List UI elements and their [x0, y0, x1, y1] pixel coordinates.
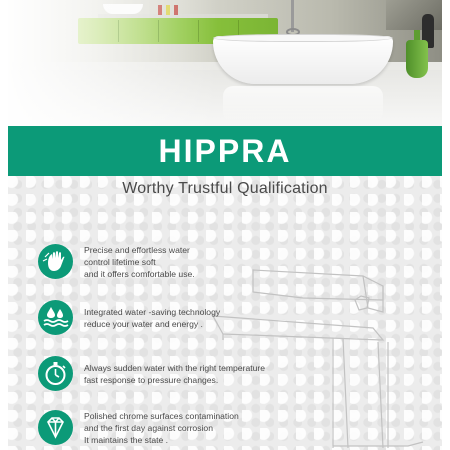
feature-item — [38, 410, 298, 450]
product-page — [8, 0, 442, 450]
feature-text: Integrated water -saving technology reduce your water and energy . — [84, 307, 221, 329]
hand-icon — [38, 244, 73, 279]
feature-item — [38, 244, 298, 284]
feature-item — [38, 300, 298, 340]
stopwatch-icon — [38, 356, 73, 391]
bathroom-photo — [8, 0, 442, 126]
brand-tagline: Worthy Trustful Qualification — [122, 180, 328, 197]
water-drops-icon — [38, 300, 73, 335]
feature-item — [38, 356, 298, 396]
feature-text: Polished chrome surfaces contamination and the first day against corrosion It maintains the state . — [84, 411, 239, 445]
brand-banner — [8, 126, 442, 176]
features-section — [8, 176, 442, 450]
diamond-icon — [38, 410, 73, 445]
feature-text: Precise and effortless water control lifetime soft and it offers comfortable use. — [84, 245, 195, 279]
feature-text: Always sudden water with the right temperature fast response to pressure changes. — [84, 363, 266, 385]
brand-name: HIPPRA — [158, 133, 292, 169]
